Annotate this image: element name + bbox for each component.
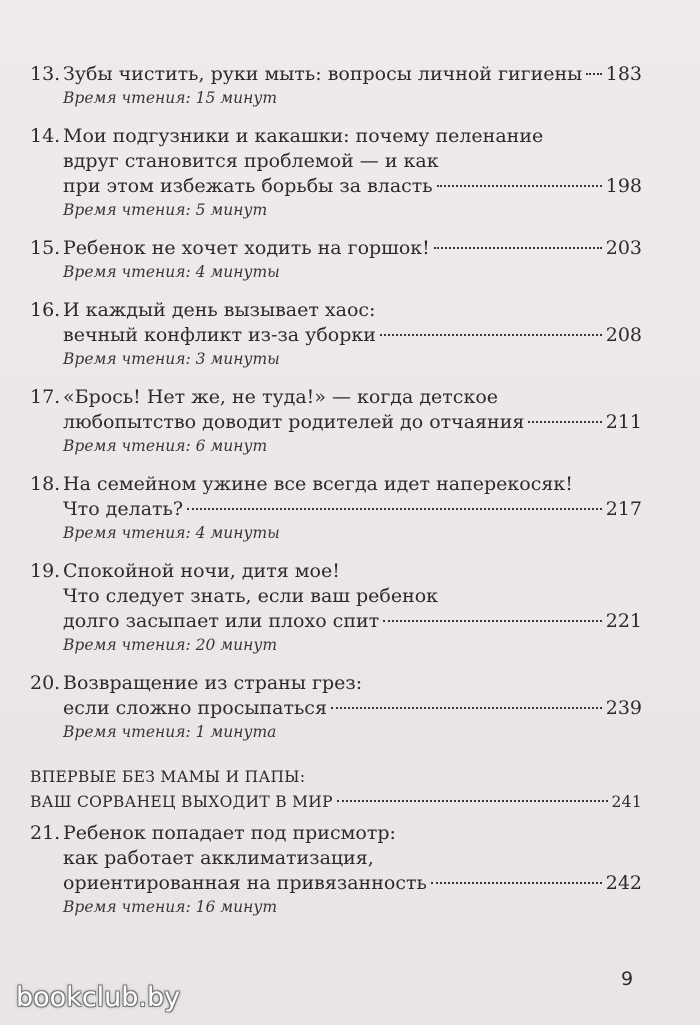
entry-number: 20. <box>30 672 61 694</box>
entry-line <box>30 62 642 87</box>
toc-entry <box>30 385 642 457</box>
section-line <box>30 765 642 790</box>
entry-page: 183 <box>605 63 642 85</box>
reading-time: Время чтения: 3 минуты <box>63 350 280 368</box>
section-title-line: ВАШ СОРВАНЕЦ ВЫХОДИТ В МИР <box>30 793 333 811</box>
reading-time: Время чтения: 20 минут <box>63 636 278 654</box>
entry-line <box>30 671 642 696</box>
entry-page: 242 <box>605 872 642 894</box>
entry-page: 221 <box>605 610 642 632</box>
dot-leader <box>383 620 602 622</box>
reading-time: Время чтения: 16 минут <box>63 898 278 916</box>
section-line <box>30 790 642 815</box>
entry-line <box>30 298 642 323</box>
entry-page: 198 <box>605 175 642 197</box>
toc-entry <box>30 472 642 544</box>
toc-entry <box>30 236 642 283</box>
entry-title-line: Спокойной ночи, дитя мое! <box>63 560 340 582</box>
entry-title-line: Возвращение из страны грез: <box>63 672 363 694</box>
entry-title-line: Что делать? <box>63 498 184 520</box>
entry-title-line: «Брось! Нет же, не туда!» — когда детское <box>63 386 499 408</box>
entry-title-line: если сложно просыпаться <box>63 697 327 719</box>
dot-leader <box>187 508 602 510</box>
entry-line <box>30 323 642 348</box>
reading-time: Время чтения: 4 минуты <box>63 524 280 542</box>
entry-number: 18. <box>30 473 61 495</box>
entry-line <box>30 472 642 497</box>
toc-entry <box>30 821 642 918</box>
dot-leader <box>528 421 601 423</box>
entry-title-line: Зубы чистить, руки мыть: вопросы личной гигиены <box>63 63 583 85</box>
entry-title-line: вдруг становится проблемой — и как <box>63 150 439 172</box>
toc-entry <box>30 671 642 743</box>
entry-line <box>30 174 642 199</box>
entry-line <box>30 236 642 261</box>
entry-number: 21. <box>30 822 61 844</box>
page-number: 9 <box>621 968 634 990</box>
entry-line <box>30 846 642 871</box>
dot-leader <box>331 707 602 709</box>
entry-page: 217 <box>605 498 642 520</box>
entry-line <box>30 410 642 435</box>
entry-title-line: ориентированная на привязанность <box>63 872 427 894</box>
section-heading <box>30 765 642 815</box>
entry-title-line: вечный конфликт из-за уборки <box>63 324 376 346</box>
entry-line <box>30 149 642 174</box>
toc-entry <box>30 62 642 109</box>
entry-number: 19. <box>30 560 61 582</box>
toc-entry <box>30 124 642 221</box>
section-title-line: ВПЕРВЫЕ БЕЗ МАМЫ И ПАПЫ: <box>30 768 306 786</box>
reading-time: Время чтения: 15 минут <box>63 89 278 107</box>
entry-number: 15. <box>30 237 61 259</box>
entry-title-line: Мои подгузники и какашки: почему пеленание <box>63 125 544 147</box>
entry-title-line: при этом избежать борьбы за власть <box>63 175 433 197</box>
entry-page: 208 <box>605 324 642 346</box>
entry-line <box>30 871 642 896</box>
reading-time: Время чтения: 1 минута <box>63 723 277 741</box>
reading-time: Время чтения: 6 минут <box>63 437 268 455</box>
entry-line <box>30 385 642 410</box>
entry-number: 16. <box>30 299 61 321</box>
entry-line <box>30 696 642 721</box>
entry-line <box>30 559 642 584</box>
reading-time: Время чтения: 4 минуты <box>63 263 280 281</box>
entry-line <box>30 584 642 609</box>
dot-leader <box>586 73 601 75</box>
watermark: bookclub.by <box>16 982 181 1013</box>
entry-title-line: как работает акклиматизация, <box>63 847 374 869</box>
toc-entry <box>30 298 642 370</box>
dot-leader <box>437 185 602 187</box>
entry-line <box>30 497 642 522</box>
table-of-contents <box>30 62 642 933</box>
entry-line <box>30 609 642 634</box>
entry-number: 14. <box>30 125 61 147</box>
dot-leader <box>380 334 602 336</box>
dot-leader <box>434 247 602 249</box>
section-page: 241 <box>611 793 642 811</box>
dot-leader <box>337 800 608 802</box>
entry-number: 13. <box>30 63 61 85</box>
entry-line <box>30 124 642 149</box>
entry-page: 203 <box>605 237 642 259</box>
entry-title-line: долго засыпает или плохо спит <box>63 610 380 632</box>
entry-title-line: На семейном ужине все всегда идет наперекосяк! <box>63 473 573 495</box>
entry-number: 17. <box>30 386 61 408</box>
dot-leader <box>431 882 602 884</box>
entry-title-line: Ребенок попадает под присмотр: <box>63 822 396 844</box>
entry-title-line: Что следует знать, если ваш ребенок <box>63 585 439 607</box>
entry-page: 211 <box>605 411 642 433</box>
entry-page: 239 <box>605 697 642 719</box>
entry-title-line: И каждый день вызывает хаос: <box>63 299 376 321</box>
entry-title-line: любопытство доводит родителей до отчаяния <box>63 411 525 433</box>
toc-entry <box>30 559 642 656</box>
entry-title-line: Ребенок не хочет ходить на горшок! <box>63 237 430 259</box>
entry-line <box>30 821 642 846</box>
reading-time: Время чтения: 5 минут <box>63 201 268 219</box>
